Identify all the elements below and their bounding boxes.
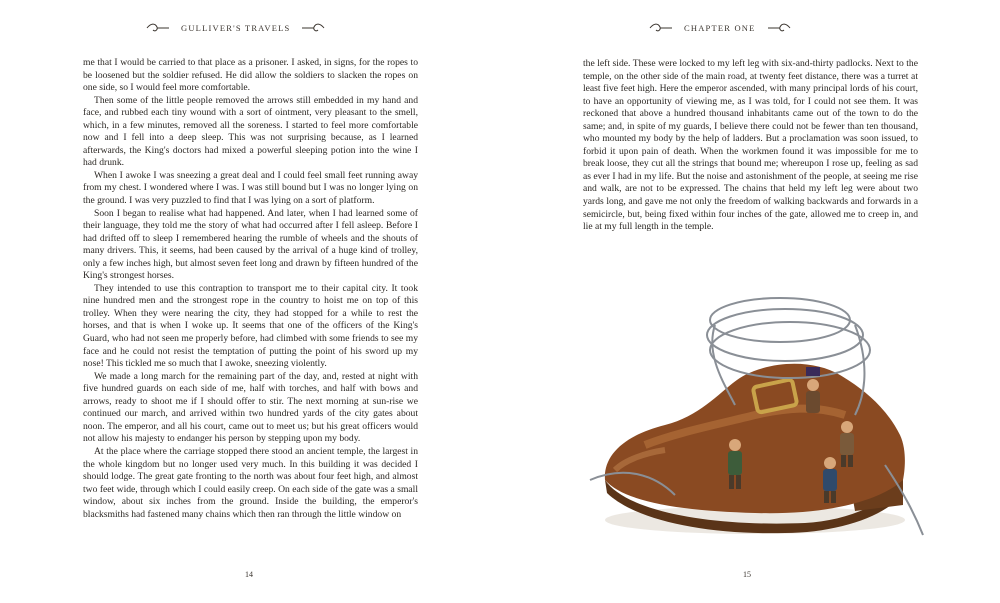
- paragraph: When I awoke I was sneezing a great deal and I could feel small feet running away from my chest. I wondered where I was. I was still bound but I was no longer lying on the ground. I was very puzzled to find that I was lying on a sort of platform.: [83, 169, 418, 207]
- running-head-chapter: CHAPTER ONE: [684, 23, 756, 33]
- page-number: 14: [245, 570, 253, 579]
- flourish-left-icon: [648, 22, 674, 34]
- running-head-title: GULLIVER'S TRAVELS: [181, 23, 291, 33]
- running-head-left: [145, 22, 326, 34]
- paragraph: We made a long march for the remaining part of the day, and, rested at night with five hundred guards on each side of me, half with torches, and half with bows and arrows, ready to shoot me if I should offer to stir. The next morning at sun-rise we continued our march, and arrived within two hundred yards of the city gates about noon. The emperor, and all his court, came out to meet us; but his great officers would not allow his majesty to endanger his person by stepping upon my body.: [83, 370, 418, 445]
- running-head-right: [648, 22, 792, 34]
- page-number: 15: [743, 570, 751, 579]
- flourish-right-icon: [300, 22, 326, 34]
- paragraph: They intended to use this contraption to transport me to their capital city. It took nine hundred men and the strongest rope in the country to hoist me on top of this trolley. When they were nearing the city, they had stopped for a while to rest the horses, and that is when I woke up. It seems that one of the officers of the King's Guard, who had not seen me properly before, had climbed with some friends to see my face and he could not resist the temptation of putting the point of his sword up my nose! This tickled me so much that I awoke, sneezing violently.: [83, 282, 418, 370]
- paragraph: At the place where the carriage stopped there stood an ancient temple, the largest in the whole kingdom but no longer used very much. In this building it was decided I should lodge. The great gate fronting to the north was about four feet high, and almost two feet wide, through which I could easily creep. On each side of the gate was a small window, about six inches from the ground. Inside the building, the emperor's blacksmiths had fastened many chains which then ran through the little window on: [83, 445, 418, 520]
- paragraph: Then some of the little people removed the arrows still embedded in my hand and face, and rubbed each tiny wound with a sort of ointment, very pleasant to the smell, which, in a few minutes, removed all the soreness. I started to feel more comfortable now and I fell into a deep sleep. This was not surprising because, as I learned afterwards, the King's doctors had mixed a powerful sleeping potion into the wine I had drunk.: [83, 94, 418, 169]
- paragraph: the left side. These were locked to my left leg with six-and-thirty padlocks. Next to the temple, on the other side of the main road, at twenty feet distance, there was a turret at least five feet high. Here the emperor ascended, with many principal lords of his court, to have an opportunity of viewing me, as I was told, for I could not see them. It was reckoned that above a hundred thousand inhabitants came out of the town to do the same; and, in spite of my guards, I believe there could not be fewer than ten thousand, who mounted my body by the help of ladders. But a proclamation was soon issued, to forbid it upon pain of death. When the workmen found it was impossible for me to break loose, they cut all the strings that bound me; whereupon I rose up, feeling as sad as ever I had in my life. But the noise and astonishment of the people, at seeing me rise and walk, are not to be expressed. The chains that held my left leg were about two yards long, and gave me not only the freedom of walking backwards and forwards in a semicircle, but, being fixed within four inches of the gate, allowed me to creep in, and lie at my full length in the temple.: [583, 58, 918, 233]
- right-body-text: [583, 58, 918, 234]
- right-page: [500, 0, 1000, 603]
- left-body-text: [83, 57, 418, 521]
- paragraph: Soon I began to realise what had happened. And later, when I had learned some of their language, they told me the story of what had occurred after I fell asleep. Before I had drifted off to sleep I remembered hearing the rumble of wheels and the shouts of many drivers. This, it seems, had been caused by the arrival of a huge kind of trolley, only a few inches high, but almost seven feet long and drawn by fifteen hundred of the King's strongest horses.: [83, 207, 418, 282]
- giant-shoe-illustration: [585, 265, 925, 550]
- flourish-right-icon: [766, 22, 792, 34]
- paragraph: me that I would be carried to that place as a prisoner. I asked, in signs, for the ropes to be loosened but the soldier refused. He did allow the soldiers to slacken the ropes on one side, so I would feel more comfortable.: [83, 57, 418, 94]
- flourish-left-icon: [145, 22, 171, 34]
